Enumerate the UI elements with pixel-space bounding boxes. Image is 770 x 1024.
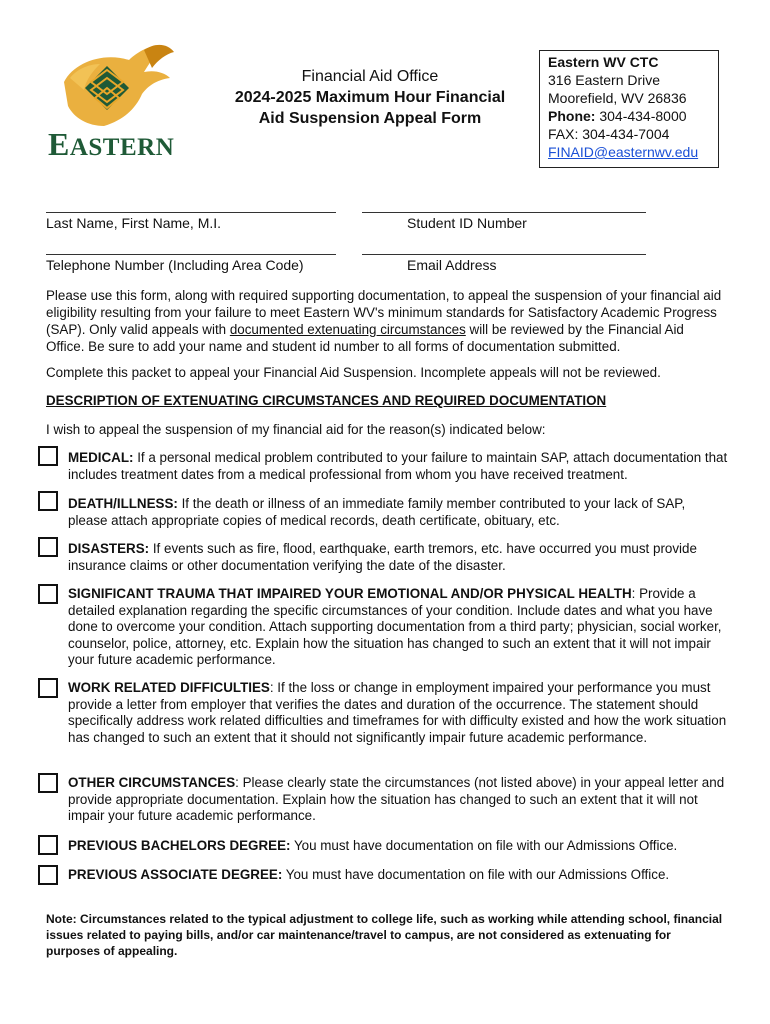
- checkbox-death-illness[interactable]: [38, 491, 58, 511]
- title-line-1: 2024-2025 Maximum Hour Financial: [234, 89, 506, 106]
- title-line-2: Aid Suspension Appeal Form: [258, 110, 482, 127]
- section-heading: DESCRIPTION OF EXTENUATING CIRCUMSTANCES AND REQUIRED DOCUMENTATION: [46, 393, 607, 408]
- phone-field-line[interactable]: [46, 254, 336, 255]
- email-field-line[interactable]: [362, 254, 646, 255]
- form-title: [205, 66, 535, 129]
- reason-death-illness: DEATH/ILLNESS: If the death or illness of an immediate family member contributed to your lack of SAP, please attach appropriate copies of medical records, death certificate, obituary, etc.: [68, 496, 686, 528]
- student-id-field-label: Student ID Number: [407, 215, 527, 231]
- student-id-field-line[interactable]: [362, 212, 646, 213]
- office-name: Financial Aid Office: [301, 68, 439, 85]
- contact-name: Eastern WV CTC: [548, 54, 659, 70]
- reason-bachelors: PREVIOUS BACHELORS DEGREE: You must have documentation on file with our Admissions Office.: [68, 838, 678, 853]
- name-field-line[interactable]: [46, 212, 336, 213]
- eagle-icon: [44, 42, 194, 132]
- packet-instruction: Complete this packet to appeal your Financial Aid Suspension. Incomplete appeals will not be reviewed.: [46, 365, 661, 380]
- reason-associate: PREVIOUS ASSOCIATE DEGREE: You must have documentation on file with our Admissions Office.: [68, 867, 670, 882]
- checkbox-associate[interactable]: [38, 865, 58, 885]
- phone-number: 304-434-8000: [599, 108, 687, 124]
- checkbox-bachelors[interactable]: [38, 835, 58, 855]
- reason-disasters: DISASTERS: If events such as fire, flood, earthquake, earth tremors, etc. have occurred you must provide insurance claims or other documentation verifying the date of the disaster.: [68, 541, 697, 573]
- reason-work-related: WORK RELATED DIFFICULTIES: If the loss or change in employment impaired your performance you must provide a letter from employer that verifies the dates and duration of the occurrence. The statement should specifically address work related difficulties and timeframes for with difficulty existed and how the work situation has changed to such an extent that it should not significantly impair future academic performance.: [68, 680, 727, 745]
- reason-trauma: SIGNIFICANT TRAUMA THAT IMPAIRED YOUR EMOTIONAL AND/OR PHYSICAL HEALTH: Provide a detailed explanation regarding the specific circumstances of your condition. Include dates and what you have done to overcome your condition. Attach supporting documentation from a third party; physician, social worker, counselor, police, attorney, etc. Explain how the situation has changed to such an extent that it will not impair your future academic performance.: [68, 586, 722, 668]
- contact-address-2: Moorefield, WV 26836: [548, 90, 687, 106]
- email-field-label: Email Address: [407, 257, 497, 273]
- checkbox-disasters[interactable]: [38, 537, 58, 557]
- checkbox-other[interactable]: [38, 773, 58, 793]
- name-field-label: Last Name, First Name, M.I.: [46, 215, 222, 231]
- contact-box: [539, 50, 719, 168]
- reason-other: OTHER CIRCUMSTANCES: Please clearly state the circumstances (not listed above) in your appeal letter and provide appropriate documentation. Explain how the situation has changed to such an extent that it will not impair your future academic performance.: [68, 775, 725, 824]
- lead-text: I wish to appeal the suspension of my financial aid for the reason(s) indicated below:: [46, 422, 546, 437]
- contact-fax: FAX: 304-434-7004: [548, 126, 670, 142]
- contact-phone: [548, 107, 718, 125]
- checkbox-work-related[interactable]: [38, 678, 58, 698]
- contact-address-1: 316 Eastern Drive: [548, 72, 661, 88]
- checkbox-trauma[interactable]: [38, 584, 58, 604]
- phone-label: Phone:: [548, 108, 596, 124]
- intro-paragraph: Please use this form, along with required supporting documentation, to appeal the suspension of your financial aid eligibility resulting from your failure to meet Eastern WV's minimum standards for Satisfactory Academic Progress (SAP). Only valid appeals with documented extenuating circumstances will be reviewed by the Financial Aid Office. Be sure to add your name and student id number to all forms of documentation submitted.: [46, 288, 722, 354]
- note-text: Note: Circumstances related to the typical adjustment to college life, such as working while attending school, financial issues related to paying bills, and/or car maintenance/travel to campus, are not considered as extenuating for purposes of appealing.: [46, 912, 723, 958]
- checkbox-medical[interactable]: [38, 446, 58, 466]
- eastern-logo: [44, 42, 194, 160]
- email-link[interactable]: FINAID@easternwv.edu: [548, 144, 699, 160]
- logo-wordmark: EASTERN: [48, 126, 175, 162]
- phone-field-label: Telephone Number (Including Area Code): [46, 257, 304, 273]
- extenuating-underline: documented extenuating circumstances: [229, 322, 466, 337]
- reason-medical: MEDICAL: If a personal medical problem contributed to your failure to maintain SAP, attach documentation that includes treatment dates from a medical professional from whom you have received treatment.: [68, 450, 728, 482]
